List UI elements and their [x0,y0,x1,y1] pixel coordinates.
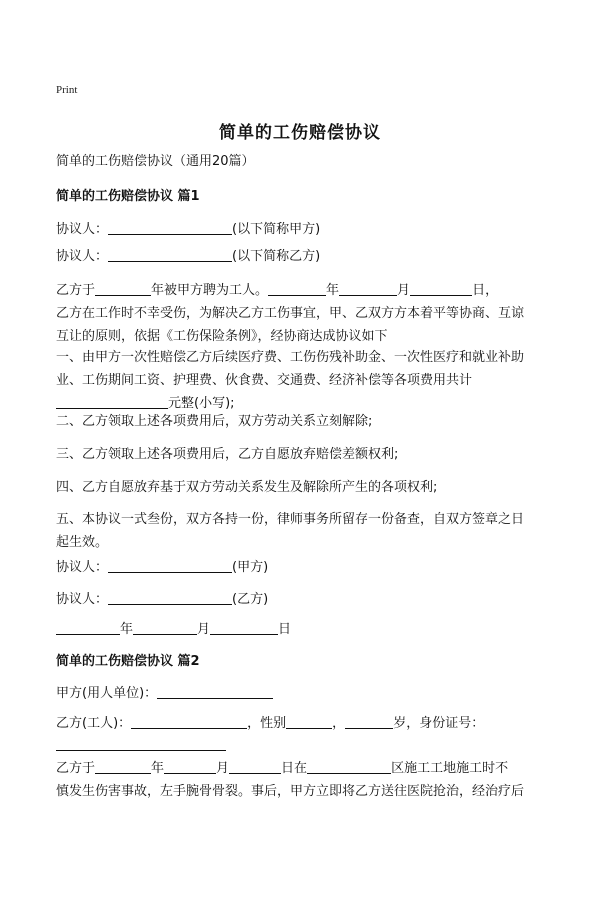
text-run: 日， [472,283,499,298]
text-run: 日在 [281,761,308,776]
hire-year-blank [95,281,151,296]
document-subtitle: 简单的工伤赔偿协议（通用20篇） [56,154,255,169]
text-run: 区施工工地施工时不 [391,761,509,776]
clause-1-line-1: 一、由甲方一次性赔偿乙方后续医疗费、工伤伤残补助金、一次性医疗和就业补助 [56,350,525,365]
sign-a-label: 协议人： [56,560,109,575]
gender-label: ，性别 [247,716,287,731]
site-blank [307,759,391,774]
text-run: 元整(小写); [168,396,235,411]
text-run: 日 [278,622,292,637]
article-1-heading: 简单的工伤赔偿协议 篇1 [56,189,200,204]
party-b-blank [108,247,232,262]
injury-year-blank [268,281,326,296]
text-run: 年 [326,283,340,298]
amount-blank [56,394,168,409]
text-run: 年被甲方聘为工人。 [151,283,269,298]
article-1-para-1-line-1 [56,279,556,302]
sign-b-suffix: (乙方) [232,592,269,607]
text-run: 乙方于 [56,283,96,298]
age-suffix: 岁，身份证号： [393,716,485,731]
clause-2: 二、乙方领取上述各项费用后，双方劳动关系立刻解除; [56,414,373,429]
text-run: 年 [120,622,134,637]
article-2-para-1-line-1 [56,757,556,780]
date-month-blank [133,620,197,635]
party-a-blank [108,220,232,235]
clause-4: 四、乙方自愿放弃基于双方劳动关系发生及解除所产生的各项权利; [56,480,438,495]
worker-label: 乙方(工人)： [56,716,132,731]
age-blank [345,714,393,729]
article-2-party-b-row [56,712,556,735]
sign-date-row [56,618,556,641]
sign-b-blank [108,590,232,605]
gender-blank [286,714,332,729]
text-run: 月 [197,622,211,637]
article-2-party-a-row [56,682,556,705]
employer-blank [157,684,273,699]
worker-name-blank [131,714,247,729]
sign-party-b-row [56,588,556,611]
accident-day-blank [229,759,281,774]
article-1-party-a-row [56,218,556,241]
id-number-row [56,734,556,757]
injury-month-blank [339,281,397,296]
sign-b-label: 协议人： [56,592,109,607]
clause-5-line-1: 五、本协议一式叁份，双方各持一份，律师事务所留存一份备查，自双方签章之日 [56,512,525,527]
clause-3: 三、乙方领取上述各项费用后，乙方自愿放弃赔偿差额权利; [56,447,399,462]
text-run: 月 [397,283,411,298]
employer-label: 甲方(用人单位)： [56,686,158,701]
party-a-label: 协议人： [56,222,109,237]
print-link[interactable]: Print [56,84,78,96]
party-a-suffix: (以下简称甲方) [232,222,321,237]
text-run: 年 [151,761,165,776]
text-run: 月 [216,761,230,776]
sign-a-blank [108,558,232,573]
article-2-heading: 简单的工伤赔偿协议 篇2 [56,654,200,669]
article-1-para-1-line-3: 互让的原则，依据《工伤保险条例》，经协商达成协议如下 [56,329,388,344]
text-run: 乙方于 [56,761,96,776]
clause-1-line-2: 业、工伤期间工资、护理费、伙食费、交通费、经济补偿等各项费用共计 [56,373,473,388]
clause-5-line-2: 起生效。 [56,535,109,550]
document-title: 简单的工伤赔偿协议 [219,123,381,143]
party-b-label: 协议人： [56,249,109,264]
date-year-blank [56,620,120,635]
text-run: ， [332,716,346,731]
party-b-suffix: (以下简称乙方) [232,249,321,264]
date-day-blank [210,620,278,635]
article-1-para-1-line-2: 乙方在工作时不幸受伤，为解决乙方工伤事宜，甲、乙双方方本着平等协商、互谅 [56,306,525,321]
accident-month-blank [164,759,216,774]
injury-day-blank [410,281,472,296]
sign-a-suffix: (甲方) [232,560,269,575]
article-1-party-b-row [56,245,556,268]
id-number-blank [56,736,226,751]
accident-year-blank [95,759,151,774]
article-2-para-1-line-2: 慎发生伤害事故，左手腕骨骨裂。事后，甲方立即将乙方送往医院抢治，经治疗后 [56,784,525,799]
sign-party-a-row [56,556,556,579]
